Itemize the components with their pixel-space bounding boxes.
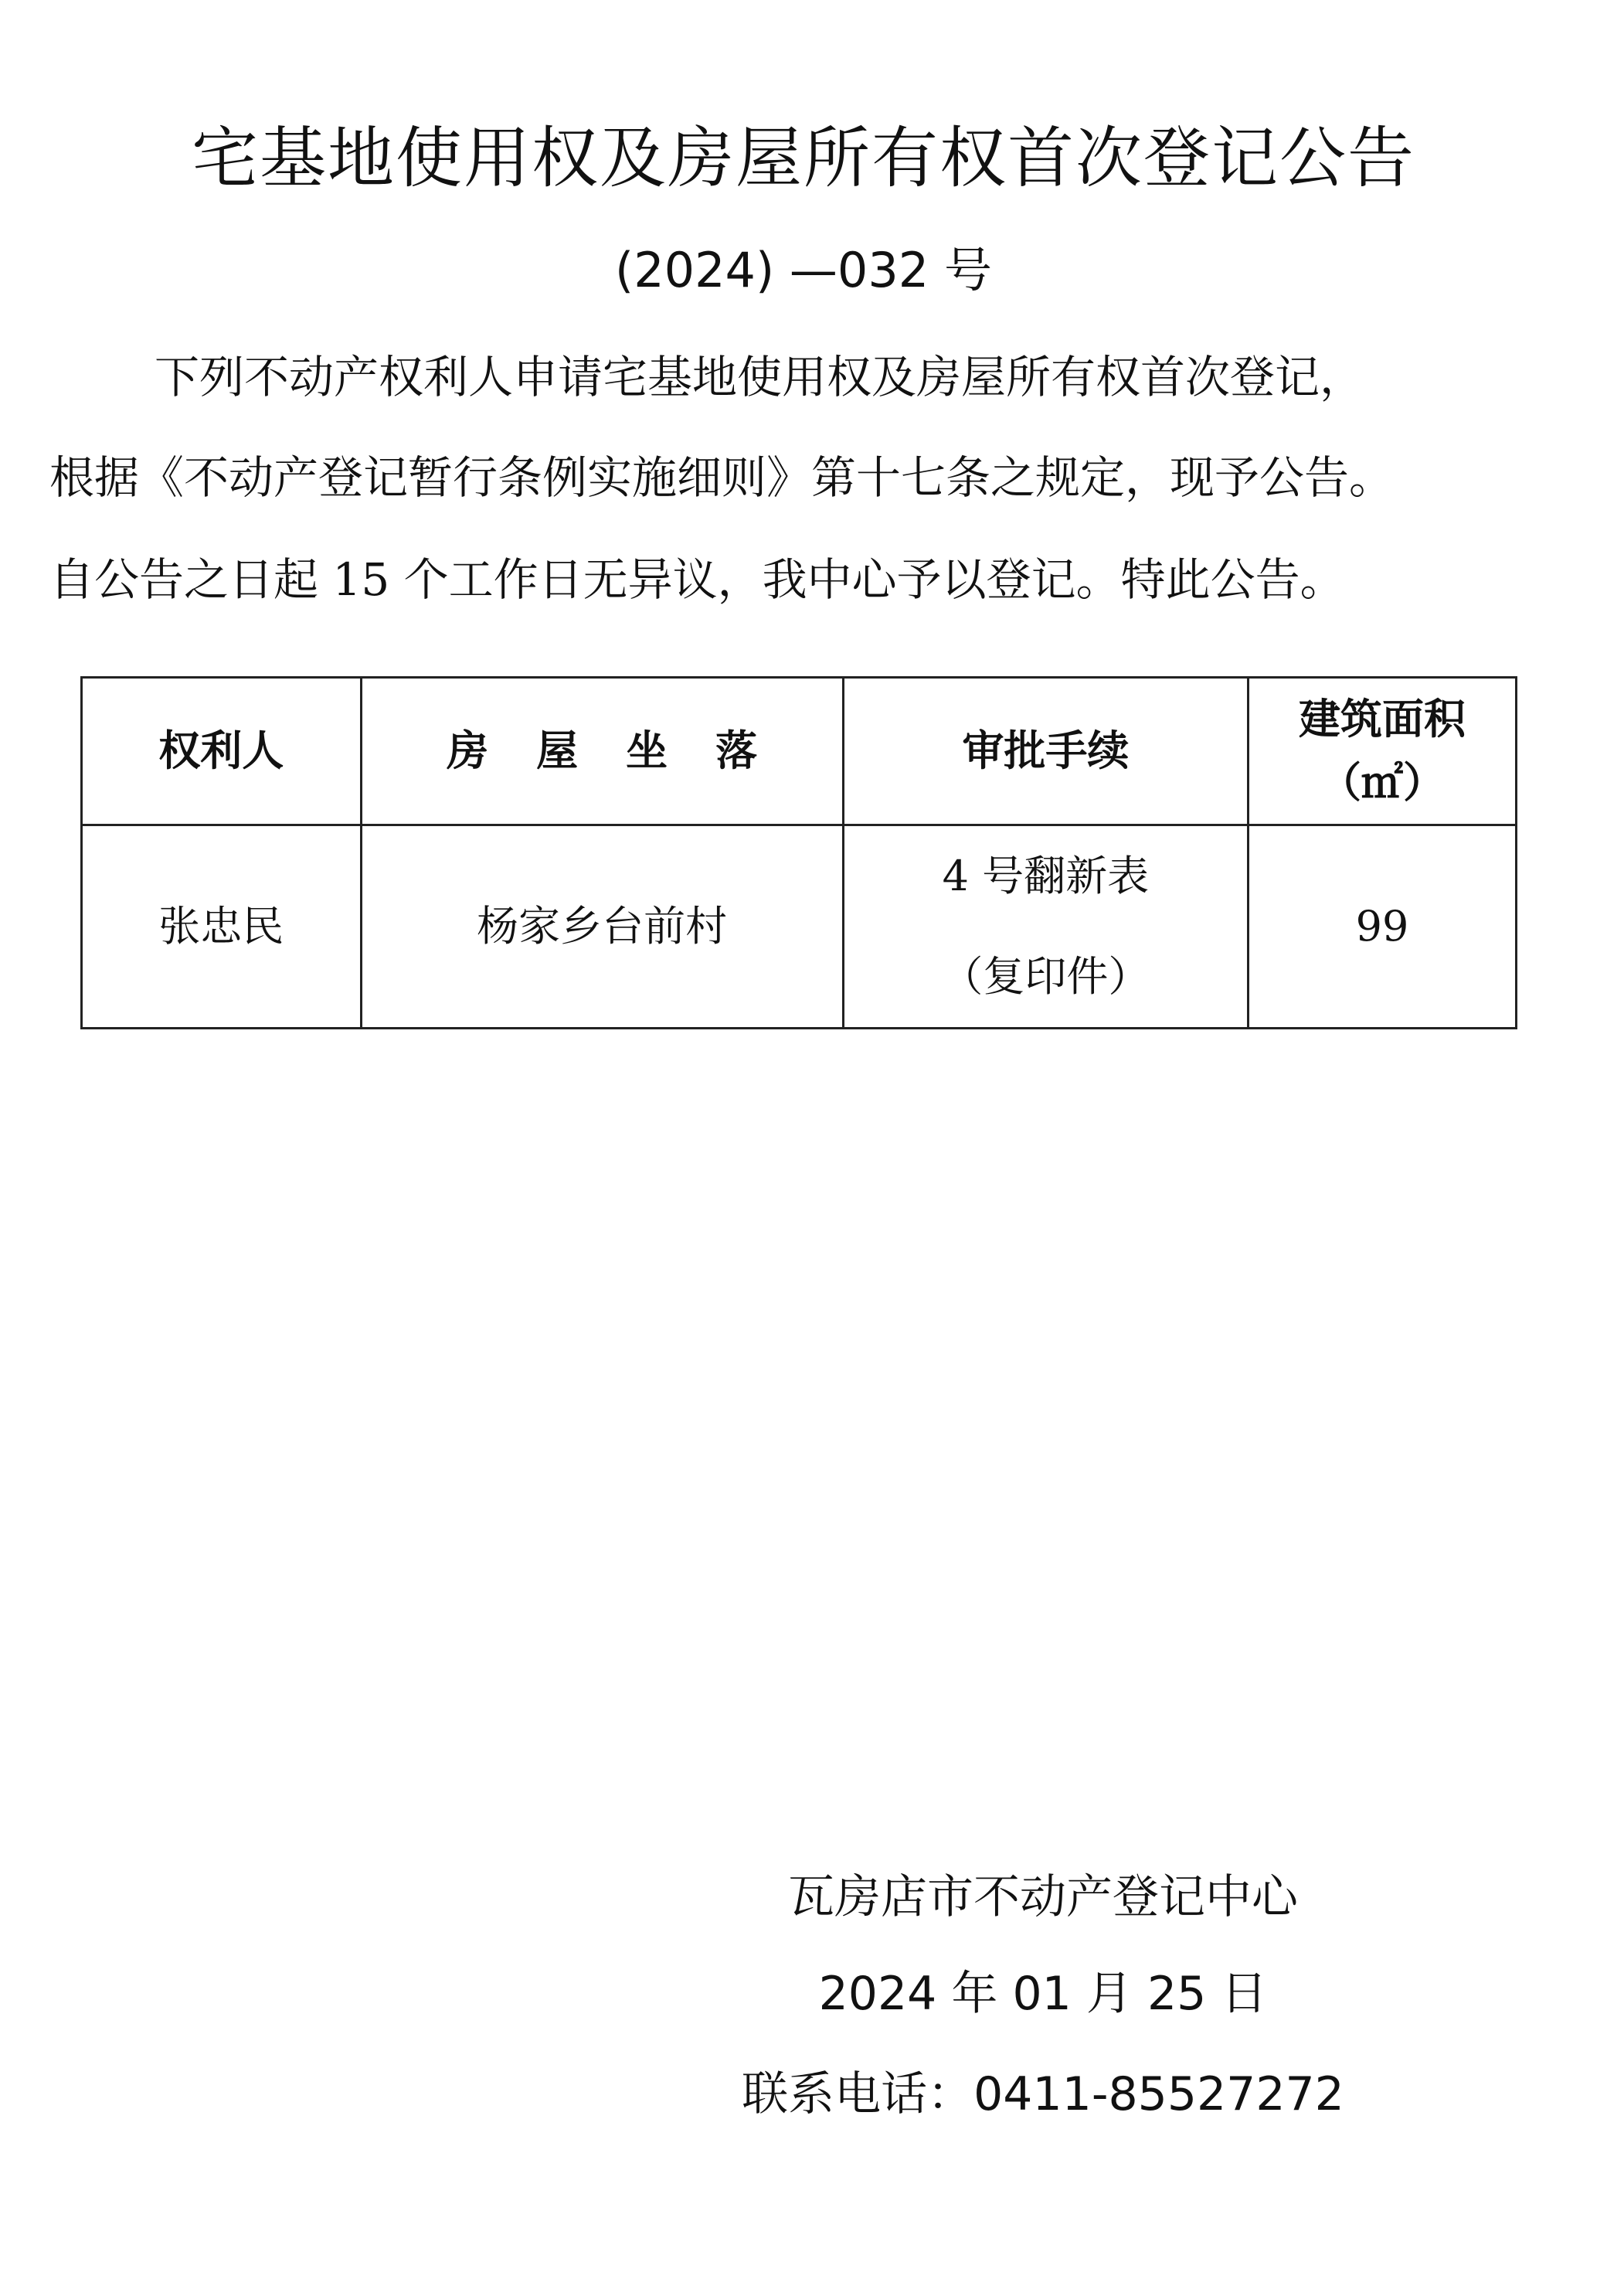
cell-approval-line-1: 4 号翻新表	[942, 852, 1150, 900]
header-location-label: 房屋坐落	[447, 726, 806, 775]
cell-approval-line-2: （复印件）	[941, 952, 1150, 1001]
header-area-unit: （㎡）	[1320, 758, 1445, 807]
cell-location: 杨家乡台前村	[361, 825, 843, 1029]
issue-date: 2024 年 01 月 25 日	[818, 1967, 1268, 2021]
header-area	[1249, 678, 1517, 825]
document-number: (2024) —032 号	[615, 242, 992, 298]
body-line-2: 根据《不动产登记暂行条例实施细则》第十七条之规定，现予公告。	[49, 451, 1395, 504]
issuing-organization: 瓦房店市不动产登记中心	[788, 1870, 1298, 1924]
table-row	[82, 825, 1517, 1029]
announcement-title: 宅基地使用权及房屋所有权首次登记公告	[192, 120, 1415, 197]
cell-approval	[843, 825, 1248, 1029]
header-area-label: 建筑面积	[1299, 695, 1466, 743]
header-approval: 审批手续	[843, 678, 1248, 825]
table-header-row	[82, 678, 1517, 825]
body-line-1: 下列不动产权利人申请宅基地使用权及房屋所有权首次登记，	[155, 351, 1365, 403]
body-line-3: 自公告之日起 15 个工作日无异议，我中心予以登记。特此公告。	[49, 553, 1345, 606]
cell-area: 99	[1249, 825, 1517, 1029]
cell-holder: 张忠民	[82, 825, 362, 1029]
header-location	[361, 678, 843, 825]
contact-phone: 联系电话：0411-85527272	[742, 2067, 1344, 2121]
header-holder: 权利人	[82, 678, 362, 825]
registration-table	[80, 676, 1517, 1029]
